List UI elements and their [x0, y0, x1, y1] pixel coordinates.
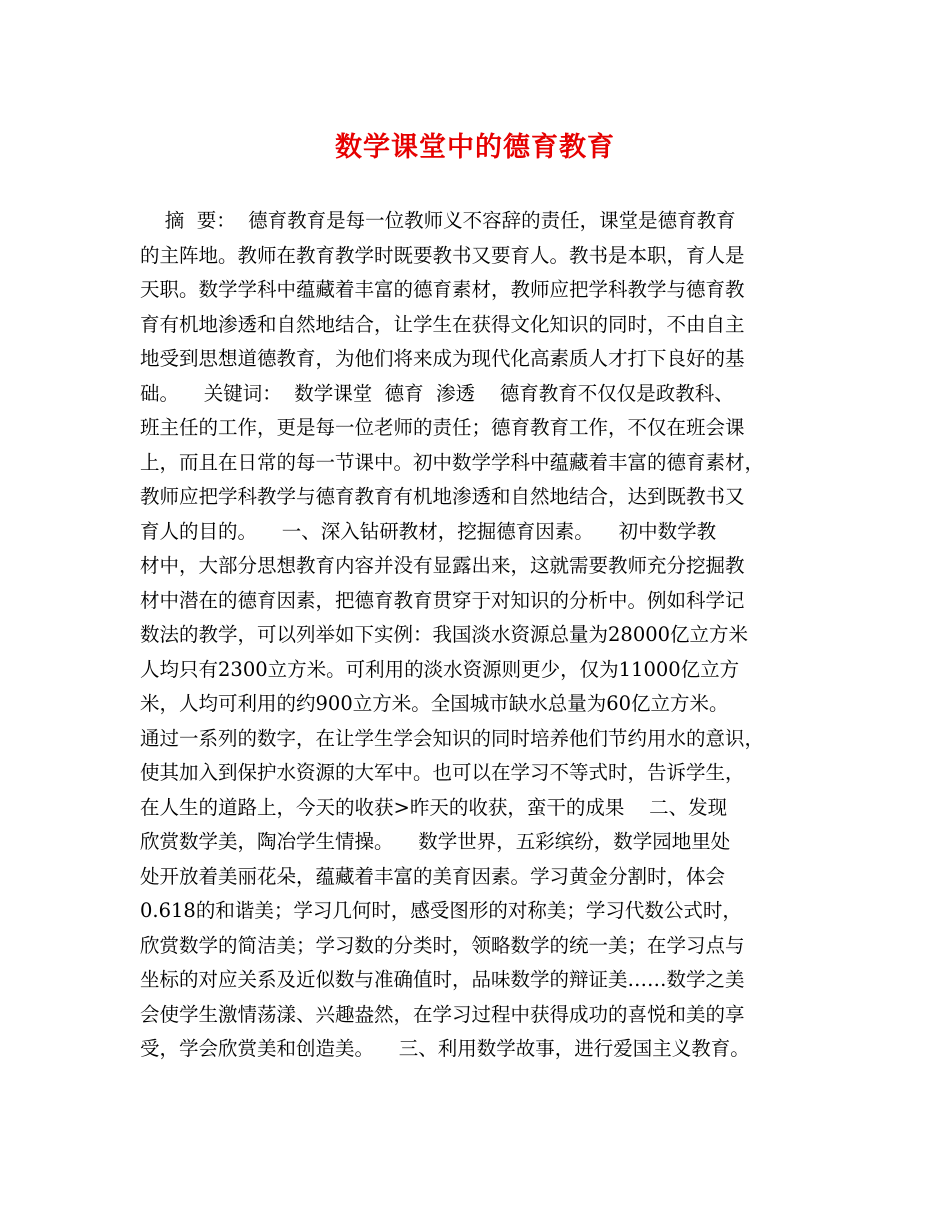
text-line: 天职。数学学科中蕴藏着丰富的德育素材，教师应把学科教学与德育教: [140, 278, 745, 301]
text-line: 地受到思想道德教育，为他们将来成为现代化高素质人才打下良好的基: [140, 347, 745, 370]
text-line: 处开放着美丽花朵，蕴藏着丰富的美育因素。学习黄金分割时，体会: [140, 864, 726, 888]
text-line: 人均只有2300立方米。可利用的淡水资源则更少，仅为11000亿立方: [140, 657, 740, 681]
text-line: 0.618的和谐美；学习几何时，感受图形的对称美；学习代数公式时，: [140, 899, 742, 922]
text-line: 础。 关键词： 数学课堂 德育 渗透 德育教育不仅仅是政教科、: [140, 381, 734, 405]
text-line: 上，而且在日常的每一节课中。初中数学学科中蕴藏着丰富的德育素材，: [140, 450, 765, 474]
text-line: 会使学生激情荡漾、兴趣盎然，在学习过程中获得成功的喜悦和美的享: [140, 1002, 745, 1026]
text-line: 数法的教学，可以列举如下实例：我国淡水资源总量为28000亿立方米: [140, 623, 749, 646]
text-line: 坐标的对应关系及近似数与准确值时，品味数学的辩证美……数学之美: [140, 968, 745, 991]
text-line: 班主任的工作，更是每一位老师的责任；德育教育工作，不仅在班会课: [140, 416, 745, 439]
text-line: 欣赏数学的简洁美；学习数的分类时，领略数学的统一美；在学习点与: [140, 933, 745, 957]
document-body: [140, 204, 830, 1067]
text-line: 受，学会欣赏美和创造美。 三、利用数学故事，进行爱国主义教育。: [140, 1037, 750, 1060]
text-line: 材中潜在的德育因素，把德育教育贯穿于对知识的分析中。例如科学记: [140, 588, 745, 612]
document-title: 数学课堂中的德育教育: [335, 132, 615, 163]
text-line: 通过一系列的数字，在让学生学会知识的同时培养他们节约用水的意识，: [140, 726, 765, 750]
text-line: 在人生的道路上，今天的收获>昨天的收获，蛮干的成果 二、发现: [140, 795, 728, 819]
text-line: 育人的目的。 一、深入钻研教材，挖掘德育因素。 初中数学教: [140, 519, 717, 543]
text-line: 欣赏数学美，陶冶学生情操。 数学世界，五彩缤纷，数学园地里处: [140, 830, 731, 853]
text-line: 育有机地渗透和自然地结合，让学生在获得文化知识的同时，不由自主: [140, 312, 745, 336]
text-line: 使其加入到保护水资源的大军中。也可以在学习不等式时，告诉学生，: [140, 761, 745, 784]
text-line: 教师应把学科教学与德育教育有机地渗透和自然地结合，达到既教书又: [140, 485, 745, 508]
text-line: 材中，大部分思想教育内容并没有显露出来，这就需要教师充分挖掘教: [140, 554, 745, 577]
text-line: 米，人均可利用的约900立方米。全国城市缺水总量为60亿立方米。: [140, 692, 729, 715]
text-line: 摘 要： 德育教育是每一位教师义不容辞的责任，课堂是德育教育: [140, 209, 736, 232]
text-line: 的主阵地。教师在教育教学时既要教书又要育人。教书是本职，育人是: [140, 243, 745, 267]
